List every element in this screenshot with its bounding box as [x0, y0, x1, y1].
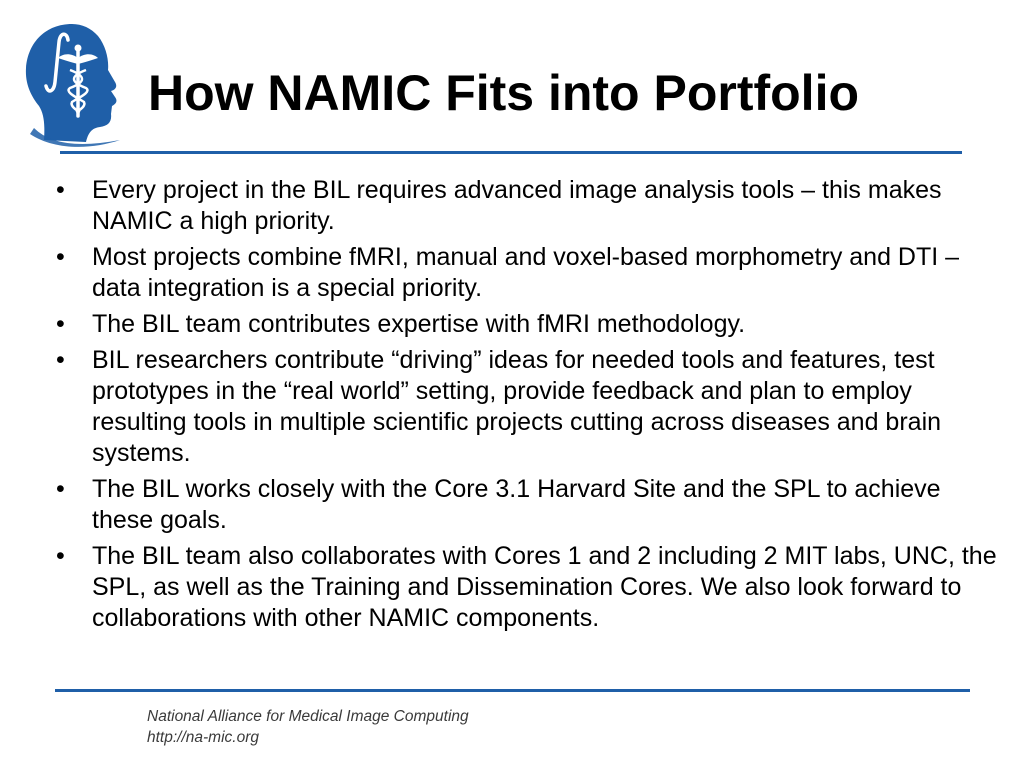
slide-title: How NAMIC Fits into Portfolio: [148, 65, 860, 121]
title-divider: [60, 151, 962, 154]
bullet-item: [52, 541, 1007, 634]
bullet-marker: •: [56, 346, 65, 374]
bullet-text: BIL researchers contribute “driving” ideas for needed tools and features, test prototypes in the “real world” setting, provide feedback and plan to employ resulting tools in multiple scientific projects cutting across diseases and brain systems.: [92, 346, 942, 467]
bullet-marker: •: [56, 310, 65, 338]
bullet-marker: •: [56, 542, 65, 570]
bullet-marker: •: [56, 176, 65, 204]
bullet-text: Every project in the BIL requires advanced image analysis tools – this makes NAMIC a high priority.: [92, 176, 942, 235]
footer-url: http://na-mic.org: [147, 729, 259, 746]
bullet-item: [52, 242, 1007, 304]
bullet-text: Most projects combine fMRI, manual and voxel-based morphometry and DTI – data integration is a special priority.: [92, 243, 960, 302]
bullet-marker: •: [56, 243, 65, 271]
bullet-list: [52, 175, 1007, 639]
footer-divider: [55, 689, 970, 692]
bullet-marker: •: [56, 475, 65, 503]
bullet-text: The BIL team also collaborates with Cores 1 and 2 including 2 MIT labs, UNC, the SPL, as well as the Training and Dissemination Cores. We also look forward to collaborations with other NAMIC components.: [92, 542, 997, 632]
bullet-item: [52, 474, 1007, 536]
bullet-text: The BIL team contributes expertise with fMRI methodology.: [92, 310, 746, 338]
bullet-item: [52, 345, 1007, 469]
footer: [147, 706, 469, 748]
footer-org: National Alliance for Medical Image Computing: [147, 708, 469, 725]
bullet-text: The BIL works closely with the Core 3.1 Harvard Site and the SPL to achieve these goals.: [92, 475, 941, 534]
bullet-item: [52, 175, 1007, 237]
bullet-item: [52, 309, 1007, 340]
namic-logo-icon: [20, 20, 128, 152]
